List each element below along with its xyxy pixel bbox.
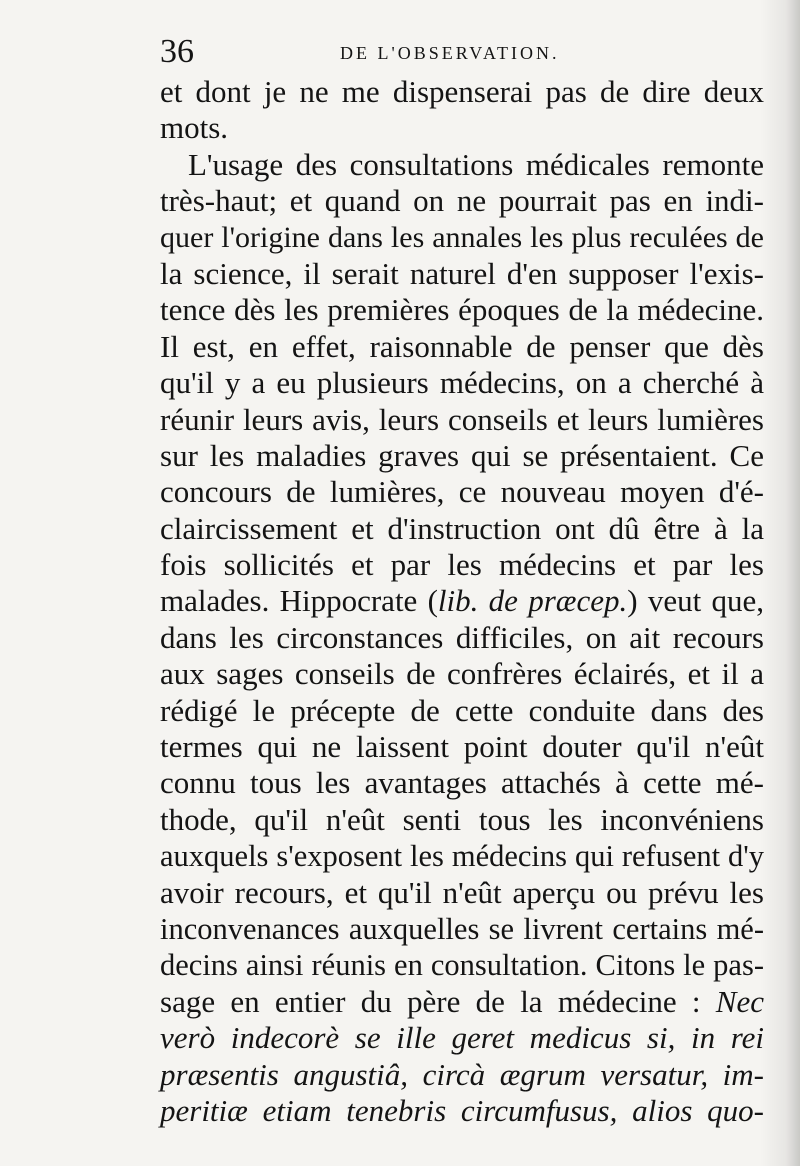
body-text [160, 74, 764, 1129]
text-line: rédigé le précepte de cette conduite dans des [160, 692, 764, 728]
text-line: la science, il serait naturel d'en supposer l'exis- [160, 255, 764, 291]
text-line: auxquels s'exposent les médecins qui refusent d'y [160, 839, 764, 874]
text-line: aux sages conseils de confrères éclairés, et il a [160, 656, 764, 692]
text-line: connu tous les avantages attachés à cette mé- [160, 765, 764, 801]
running-head: DE L'OBSERVATION. [340, 43, 560, 63]
text-line: Il est, en effet, raisonnable de penser que dès [160, 328, 764, 364]
page-number: 36 [160, 33, 194, 70]
text-line: decins ainsi réunis en consultation. Citons le pas- [160, 948, 764, 983]
text-line: thode, qu'il n'eût senti tous les inconvéniens [160, 801, 764, 837]
text-line: inconvenances auxquelles se livrent certains mé- [160, 911, 764, 946]
text-line: malades. Hippocrate (lib. de præcep.) veut que, [160, 583, 764, 619]
text-line: termes qui ne laissent point douter qu'il n'eût [160, 729, 764, 765]
text-line: quer l'origine dans les annales les plus reculées de [160, 220, 764, 254]
text-line: fois sollicités et par les médecins et par les [160, 547, 764, 583]
text-line: sage en entier du père de la médecine : Nec [160, 983, 764, 1019]
text-line: peritiæ etiam tenebris circumfusus, alios quo- [160, 1092, 764, 1128]
text-line: très-haut; et quand on ne pourrait pas en indi- [160, 183, 764, 219]
text-line: claircissement et d'instruction ont dû être à la [160, 510, 764, 546]
text-line: mots. [160, 110, 229, 146]
text-line: avoir recours, et qu'il n'eût aperçu ou prévu les [160, 874, 764, 910]
text-line: L'usage des consultations médicales remonte [188, 146, 764, 182]
text-line: dans les circonstances difficiles, on ait recours [160, 619, 764, 655]
text-line: præsentis angustiâ, circà ægrum versatur, im- [160, 1056, 764, 1092]
text-line: sur les maladies graves qui se présentaient. Ce [160, 437, 764, 473]
text-line: qu'il y a eu plusieurs médecins, on a cherché à [160, 365, 764, 401]
text-line: réunir leurs avis, leurs conseils et leurs lumières [160, 401, 764, 437]
page-header [160, 32, 760, 72]
text-line: verò indecorè se ille geret medicus si, in rei [160, 1020, 764, 1056]
text-line: tence dès les premières époques de la médecine. [160, 292, 764, 328]
text-line: et dont je ne me dispenserai pas de dire deux [160, 74, 764, 109]
text-line: concours de lumières, ce nouveau moyen d'é- [160, 474, 764, 510]
